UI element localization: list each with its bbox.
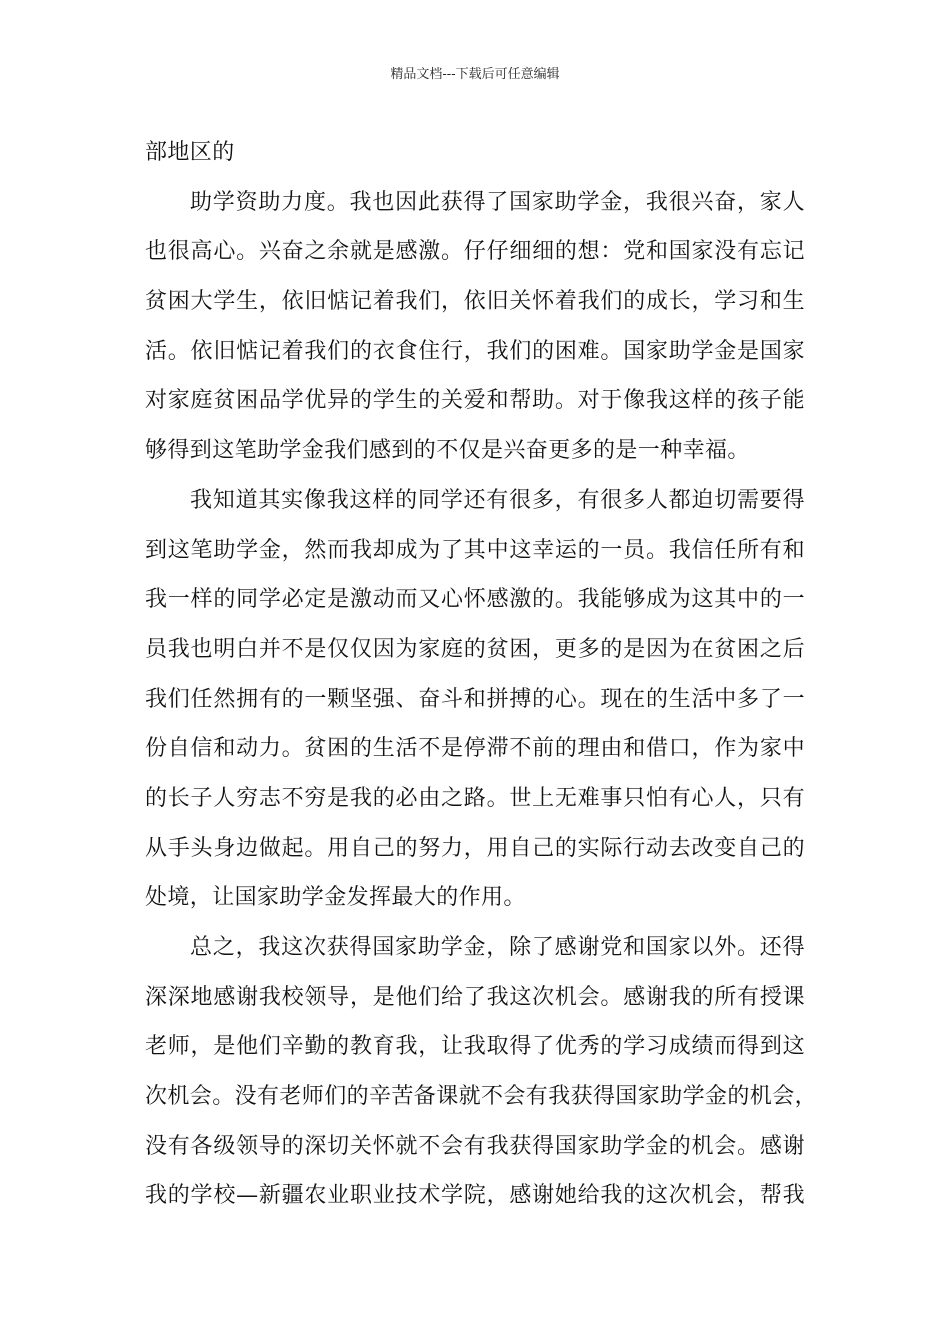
paragraph-line: 对家庭贫困品学优异的学生的关爱和帮助。对于像我这样的孩子能 <box>145 388 805 414</box>
paragraph-line: 处境，让国家助学金发挥最大的作用。 <box>145 885 526 911</box>
paragraph-line: 我知道其实像我这样的同学还有很多，有很多人都迫切需要得 <box>190 487 805 513</box>
paragraph-line: 够得到这笔助学金我们感到的不仅是兴奋更多的是一种幸福。 <box>145 438 750 464</box>
paragraph-line: 员我也明白并不是仅仅因为家庭的贫困，更多的是因为在贫困之后 <box>145 636 805 662</box>
paragraph-line: 我的学校—新疆农业职业技术学院，感谢她给我的这次机会，帮我 <box>145 1183 805 1209</box>
paragraph-line: 次机会。没有老师们的辛苦备课就不会有我获得国家助学金的机会， <box>145 1084 818 1110</box>
paragraph-line: 到这笔助学金，然而我却成为了其中这幸运的一员。我信任所有和 <box>145 537 805 563</box>
paragraph-line: 也很高心。兴奋之余就是感激。仔仔细细的想：党和国家没有忘记 <box>145 239 805 265</box>
paragraph-line: 份自信和动力。贫困的生活不是停滞不前的理由和借口，作为家中 <box>145 736 805 762</box>
paragraph-line: 助学资助力度。我也因此获得了国家助学金，我很兴奋，家人 <box>190 189 805 215</box>
document-body <box>145 128 818 1221</box>
paragraph-line: 老师，是他们辛勤的教育我，让我取得了优秀的学习成绩而得到这 <box>145 1034 805 1060</box>
paragraph-line: 活。依旧惦记着我们的衣食住行，我们的困难。国家助学金是国家 <box>145 338 805 364</box>
page-header: 精品文档---下载后可任意编辑 <box>390 67 560 82</box>
paragraph-line: 没有各级领导的深切关怀就不会有我获得国家助学金的机会。感谢 <box>145 1133 805 1159</box>
paragraph-line: 贫困大学生，依旧惦记着我们，依旧关怀着我们的成长，学习和生 <box>145 289 805 315</box>
paragraph-line: 部地区的 <box>145 140 235 165</box>
paragraph-line: 从手头身边做起。用自己的努力，用自己的实际行动去改变自己的 <box>145 835 805 861</box>
paragraph-line: 的长子人穷志不穷是我的必由之路。世上无难事只怕有心人，只有 <box>145 785 805 811</box>
paragraph-line: 深深地感谢我校领导，是他们给了我这次机会。感谢我的所有授课 <box>145 984 805 1010</box>
paragraph-line: 我们任然拥有的一颗坚强、奋斗和拼搏的心。现在的生活中多了一 <box>145 686 805 712</box>
paragraph-line: 我一样的同学必定是激动而又心怀感激的。我能够成为这其中的一 <box>145 587 805 613</box>
paragraph-line: 总之，我这次获得国家助学金，除了感谢党和国家以外。还得 <box>190 935 805 960</box>
